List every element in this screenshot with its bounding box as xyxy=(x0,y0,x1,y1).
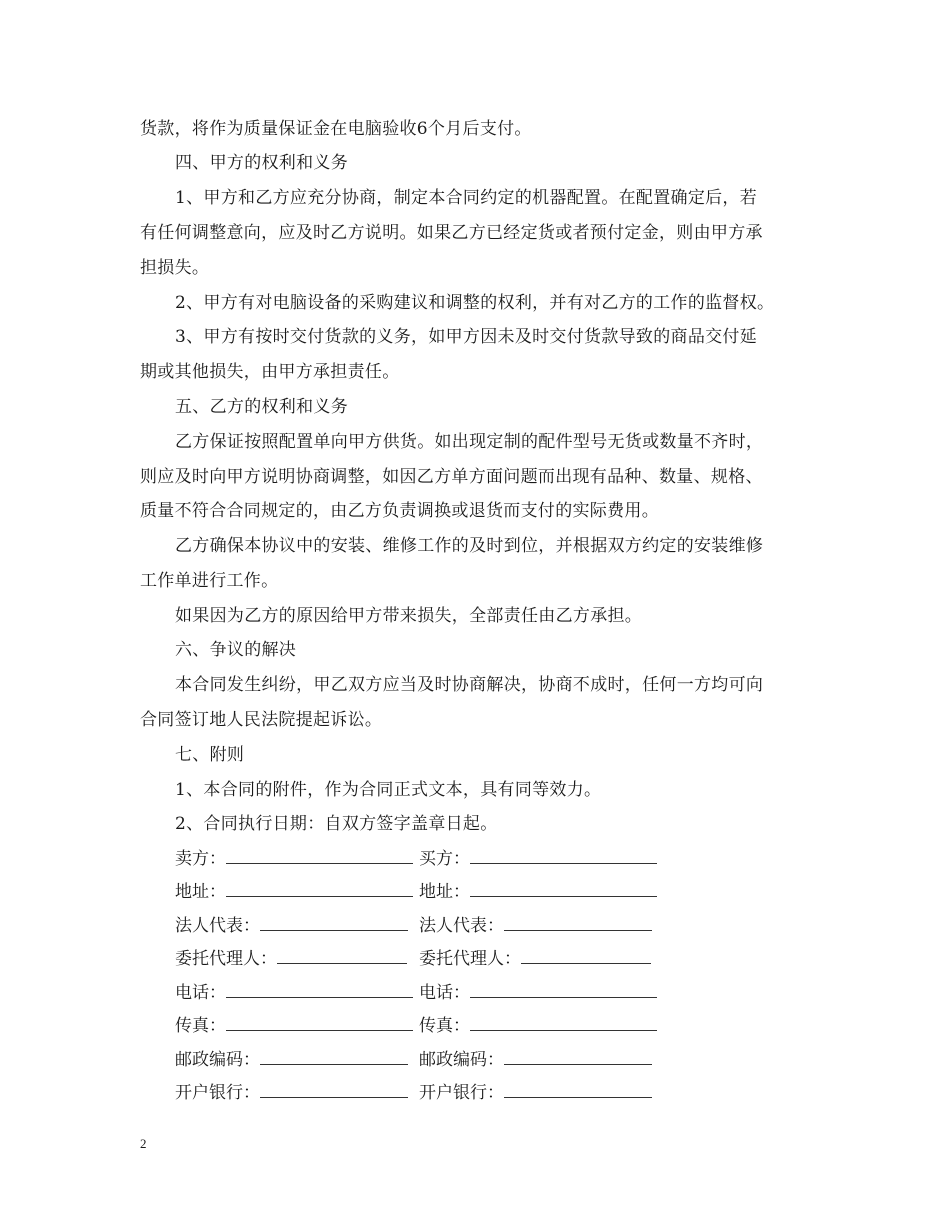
body-text-line: 则应及时向甲方说明协商调整，如因乙方单方面问题而出现有品种、数量、规格、 xyxy=(140,467,763,487)
blank-line xyxy=(470,1013,657,1031)
field-label: 传真： xyxy=(419,1016,470,1036)
body-text-line: 2、合同执行日期：自双方签字盖章日起。 xyxy=(175,814,498,834)
field-label: 邮政编码： xyxy=(419,1050,504,1070)
signature-field-agent-right xyxy=(419,946,651,970)
body-text-line: 1、甲方和乙方应充分协商，制定本合同约定的机器配置。在配置确定后，若 xyxy=(175,188,758,208)
signature-field-address-right xyxy=(419,879,657,903)
signature-field-legal-rep-right xyxy=(419,913,652,937)
field-label: 地址： xyxy=(175,882,226,902)
blank-line xyxy=(470,846,657,864)
body-text-line: 担损失。 xyxy=(140,258,210,278)
section-heading: 四、甲方的权利和义务 xyxy=(175,153,348,173)
field-label: 传真： xyxy=(175,1016,226,1036)
blank-line xyxy=(504,1047,652,1065)
signature-field-agent-left xyxy=(175,946,407,970)
blank-line xyxy=(470,980,657,998)
blank-line xyxy=(260,913,408,931)
field-label: 开户银行： xyxy=(419,1083,504,1103)
field-label: 买方： xyxy=(419,849,470,869)
field-label: 地址： xyxy=(419,882,470,902)
blank-line xyxy=(504,1080,652,1098)
body-text-line: 乙方确保本协议中的安装、维修工作的及时到位，并根据双方约定的安装维修 xyxy=(175,536,764,556)
signature-field-buyer xyxy=(419,846,657,870)
signature-field-postcode-right xyxy=(419,1047,652,1071)
body-text-line: 期或其他损失，由甲方承担责任。 xyxy=(140,362,400,382)
body-text-line: 工作单进行工作。 xyxy=(140,571,279,591)
signature-field-phone-left xyxy=(175,980,413,1004)
body-text-line: 本合同发生纠纷，甲乙双方应当及时协商解决，协商不成时，任何一方均可向 xyxy=(175,675,764,695)
field-label: 电话： xyxy=(419,983,470,1003)
field-label: 法人代表： xyxy=(419,916,504,936)
signature-field-seller xyxy=(175,846,413,870)
body-text-line: 1、本合同的附件，作为合同正式文本，具有同等效力。 xyxy=(175,780,602,800)
section-heading: 六、争议的解决 xyxy=(175,640,297,660)
signature-field-phone-right xyxy=(419,980,657,1004)
signature-field-fax-left xyxy=(175,1013,413,1037)
body-text-line: 乙方保证按照配置单向甲方供货。如出现定制的配件型号无货或数量不齐时， xyxy=(175,432,764,452)
field-label: 委托代理人： xyxy=(175,949,277,969)
section-heading: 五、乙方的权利和义务 xyxy=(175,397,348,417)
blank-line xyxy=(277,946,407,964)
body-text-line: 2、甲方有对电脑设备的采购建议和调整的权利，并有对乙方的工作的监督权。 xyxy=(175,293,775,313)
field-label: 电话： xyxy=(175,983,226,1003)
blank-line xyxy=(226,1013,413,1031)
blank-line xyxy=(504,913,652,931)
blank-line xyxy=(226,846,413,864)
field-label: 法人代表： xyxy=(175,916,260,936)
signature-field-postcode-left xyxy=(175,1047,408,1071)
signature-field-bank-right xyxy=(419,1080,652,1104)
field-label: 委托代理人： xyxy=(419,949,521,969)
blank-line xyxy=(470,879,657,897)
blank-line xyxy=(226,980,413,998)
body-text-line: 合同签订地人民法院提起诉讼。 xyxy=(140,710,383,730)
field-label: 卖方： xyxy=(175,849,226,869)
blank-line xyxy=(226,879,413,897)
body-text-line: 有任何调整意向，应及时乙方说明。如果乙方已经定货或者预付定金，则由甲方承 xyxy=(140,223,763,243)
body-text-line: 货款，将作为质量保证金在电脑验收6个月后支付。 xyxy=(140,119,532,139)
signature-field-address-left xyxy=(175,879,413,903)
field-label: 邮政编码： xyxy=(175,1050,260,1070)
section-heading: 七、附则 xyxy=(175,745,245,765)
signature-field-legal-rep-left xyxy=(175,913,408,937)
blank-line xyxy=(521,946,651,964)
signature-field-fax-right xyxy=(419,1013,657,1037)
field-label: 开户银行： xyxy=(175,1083,260,1103)
blank-line xyxy=(260,1080,408,1098)
body-text-line: 质量不符合合同规定的，由乙方负责调换或退货而支付的实际费用。 xyxy=(140,501,659,521)
blank-line xyxy=(260,1047,408,1065)
body-text-line: 如果因为乙方的原因给甲方带来损失，全部责任由乙方承担。 xyxy=(175,606,643,626)
page-number: 2 xyxy=(140,1136,147,1151)
body-text-line: 3、甲方有按时交付货款的义务，如甲方因未及时交付货款导致的商品交付延 xyxy=(175,327,758,347)
signature-field-bank-left xyxy=(175,1080,408,1104)
